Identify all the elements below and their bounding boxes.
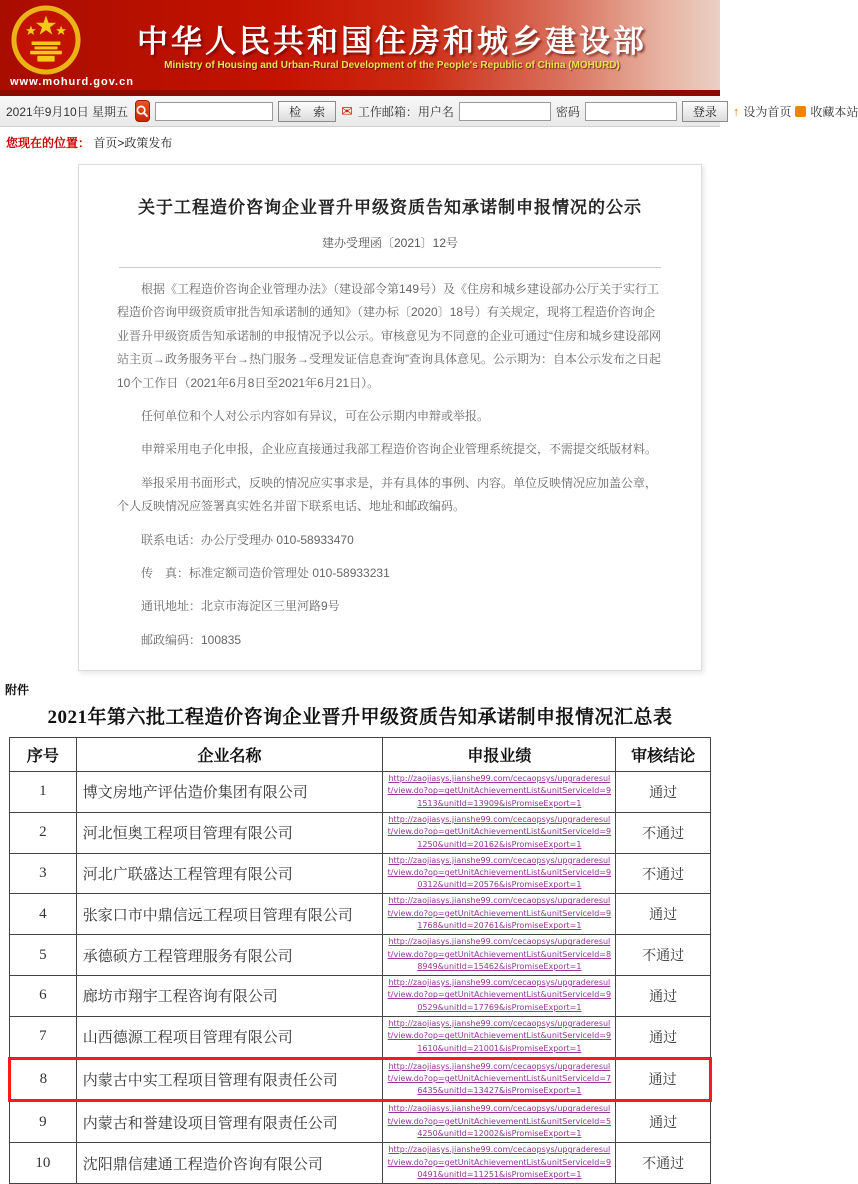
performance-link[interactable]: http://zaojiasys.jianshe99.com/cecaopsys/upgraderesult/view.do?op=getUnitAchievementList&unitServiceId=91610&unitId=21001&isPromiseExport=1 xyxy=(387,1018,612,1053)
favorite-link[interactable]: 收藏本站 xyxy=(810,104,858,119)
header-no: 序号 xyxy=(10,738,77,772)
set-home-icon: ↑ xyxy=(732,103,740,119)
table-header-row xyxy=(10,738,711,772)
paragraph: 根据《工程造价咨询企业管理办法》（建设部令第149号）及《住房和城乡建设部办公厅关于实行工程造价咨询甲级资质审批告知承诺制的通知》（建办标〔2020〕18号）有关规定，现将工程造价咨询企业晋升甲级资质告知承诺制的申报情况予以公示。审核意见为不同意的企业可通过“住房和城乡建设部网站主页→政务服务平台→热门服务→受理发证信息查询”查询具体意见。公示期为：自本公示发布之日起10个工作日（2021年6月8日至2021年6月21日）。 xyxy=(117,282,662,390)
company-name: 张家口市中鼎信远工程项目管理有限公司 xyxy=(76,894,383,935)
table-row xyxy=(10,1143,711,1184)
company-name: 沈阳鼎信建通工程造价咨询有限公司 xyxy=(76,1143,383,1184)
performance-link[interactable]: http://zaojiasys.jianshe99.com/cecaopsys/upgraderesult/view.do?op=getUnitAchievementList&unitServiceId=90312&unitId=20576&isPromiseExport=1 xyxy=(387,855,612,890)
announcement-card xyxy=(78,164,702,671)
performance-cell xyxy=(383,1143,616,1184)
review-result: 通过 xyxy=(616,1101,711,1143)
table-row xyxy=(10,1101,711,1143)
performance-cell xyxy=(383,812,616,853)
row-number: 6 xyxy=(10,975,77,1016)
table-row xyxy=(10,1058,711,1101)
breadcrumb xyxy=(0,127,720,156)
toolbar xyxy=(0,96,858,127)
company-name: 河北恒奥工程项目管理有限公司 xyxy=(76,812,383,853)
password-field[interactable] xyxy=(585,102,677,121)
table-row xyxy=(10,853,711,894)
table-row xyxy=(10,894,711,935)
site-title-english: Ministry of Housing and Urban-Rural Development of the People's Republic of China (MOHURD) xyxy=(164,60,620,71)
site-banner xyxy=(0,0,720,90)
table-row xyxy=(10,812,711,853)
password-label: 密码 xyxy=(555,104,580,119)
row-number: 4 xyxy=(10,894,77,935)
performance-link[interactable]: http://zaojiasys.jianshe99.com/cecaopsys/upgraderesult/view.do?op=getUnitAchievementList&unitServiceId=88949&unitId=15462&isPromiseExport=1 xyxy=(387,937,612,971)
row-number: 5 xyxy=(10,935,77,976)
site-title: 中华人民共和国住房和城乡建设部 xyxy=(137,24,647,59)
header-result: 审核结论 xyxy=(616,738,711,772)
site-url: www.mohurd.gov.cn xyxy=(10,76,134,88)
company-name: 博文房地产评估造价集团有限公司 xyxy=(76,772,383,813)
performance-link[interactable]: http://zaojiasys.jianshe99.com/cecaopsys/upgraderesult/view.do?op=getUnitAchievementList&unitServiceId=90491&unitId=11251&isPromiseExport=1 xyxy=(387,1145,612,1179)
performance-cell xyxy=(383,1101,616,1143)
company-name: 内蒙古和誉建设项目管理有限责任公司 xyxy=(76,1101,383,1143)
performance-link[interactable]: http://zaojiasys.jianshe99.com/cecaopsys/upgraderesult/view.do?op=getUnitAchievementList&unitServiceId=90529&unitId=17769&isPromiseExport=1 xyxy=(387,977,612,1012)
set-home-link[interactable]: 设为首页 xyxy=(743,104,792,119)
company-name: 山西德源工程项目管理有限公司 xyxy=(76,1016,383,1058)
review-result: 不通过 xyxy=(616,812,711,853)
row-number: 10 xyxy=(10,1143,77,1184)
row-number: 2 xyxy=(10,812,77,853)
review-result: 通过 xyxy=(616,894,711,935)
search-input[interactable] xyxy=(155,102,273,121)
login-button[interactable]: 登录 xyxy=(682,101,728,122)
breadcrumb-path[interactable]: 首页>政策发布 xyxy=(93,136,173,150)
company-name: 廊坊市翔宇工程咨询有限公司 xyxy=(76,975,383,1016)
performance-link[interactable]: http://zaojiasys.jianshe99.com/cecaopsys/upgraderesult/view.do?op=getUnitAchievementList&unitServiceId=76435&unitId=13427&isPromiseExport=1 xyxy=(387,1061,612,1096)
paragraph: 举报采用书面形式，反映的情况应实事求是，并有具体的事例、内容。单位反映情况应加盖公章，个人反映情况应签署真实姓名并留下联系电话、地址和邮政编码。 xyxy=(117,475,658,514)
review-result: 不通过 xyxy=(616,935,711,976)
row-number: 8 xyxy=(10,1058,77,1101)
title-divider xyxy=(119,267,661,268)
company-name: 内蒙古中实工程项目管理有限责任公司 xyxy=(76,1058,383,1101)
header-company: 企业名称 xyxy=(76,738,383,772)
review-result: 通过 xyxy=(616,1058,711,1101)
announcement-title: 关于工程造价咨询企业晋升甲级资质告知承诺制申报情况的公示 xyxy=(138,198,642,217)
performance-cell xyxy=(383,772,616,813)
paragraph: 申辩采用电子化申报，企业应直接通过我部工程造价咨询企业管理系统提交，不需提交纸版材料。 xyxy=(141,442,658,457)
date-display: 2021年9月10日 星期五 xyxy=(6,104,129,119)
performance-cell xyxy=(383,1016,616,1058)
performance-link[interactable]: http://zaojiasys.jianshe99.com/cecaopsys/upgraderesult/view.do?op=getUnitAchievementList&unitServiceId=91768&unitId=20761&isPromiseExport=1 xyxy=(387,896,612,931)
table-row xyxy=(10,975,711,1016)
paragraph: 任何单位和个人对公示内容如有异议，可在公示期内申辩或举报。 xyxy=(141,408,490,423)
results-table-body xyxy=(10,772,711,1184)
performance-cell xyxy=(383,853,616,894)
results-table xyxy=(8,737,712,1184)
performance-cell xyxy=(383,1058,616,1101)
attachment-label: 附件 xyxy=(5,683,30,698)
review-result: 不通过 xyxy=(616,1143,711,1184)
favorite-icon xyxy=(795,106,806,117)
performance-cell xyxy=(383,935,616,976)
performance-cell xyxy=(383,894,616,935)
table-row xyxy=(10,1016,711,1058)
contact-fax: 传 真：标准定额司造价管理处 010-58933231 xyxy=(141,565,390,580)
table-row xyxy=(10,935,711,976)
contact-postcode: 邮政编码：100835 xyxy=(141,632,242,647)
company-name: 承德硕方工程管理服务有限公司 xyxy=(76,935,383,976)
review-result: 不通过 xyxy=(616,853,711,894)
table-title: 2021年第六批工程造价咨询企业晋升甲级资质告知承诺制申报情况汇总表 xyxy=(47,707,673,729)
magnifier-icon xyxy=(136,105,149,118)
work-mail-label: 工作邮箱：用户名 xyxy=(357,104,454,119)
company-name: 河北广联盛达工程管理有限公司 xyxy=(76,853,383,894)
performance-link[interactable]: http://zaojiasys.jianshe99.com/cecaopsys/upgraderesult/view.do?op=getUnitAchievementList&unitServiceId=91513&unitId=13909&isPromiseExport=1 xyxy=(387,774,612,808)
breadcrumb-label: 您现在的位置： xyxy=(6,136,91,150)
contact-phone: 联系电话：办公厅受理办 010-58933470 xyxy=(141,532,354,547)
header-performance: 申报业绩 xyxy=(383,738,616,772)
performance-cell xyxy=(383,975,616,1016)
review-result: 通过 xyxy=(616,1016,711,1058)
contact-address: 通讯地址：北京市海淀区三里河路9号 xyxy=(141,599,340,614)
row-number: 3 xyxy=(10,853,77,894)
mail-icon: ✉ xyxy=(341,103,353,119)
national-emblem-icon xyxy=(10,4,82,76)
row-number: 7 xyxy=(10,1016,77,1058)
performance-link[interactable]: http://zaojiasys.jianshe99.com/cecaopsys/upgraderesult/view.do?op=getUnitAchievementList&unitServiceId=91250&unitId=20162&isPromiseExport=1 xyxy=(387,814,612,849)
performance-link[interactable]: http://zaojiasys.jianshe99.com/cecaopsys/upgraderesult/view.do?op=getUnitAchievementList&unitServiceId=54250&unitId=12002&isPromiseExport=1 xyxy=(387,1104,612,1139)
document-number: 建办受理函〔2021〕12号 xyxy=(321,236,459,250)
search-button[interactable]: 检 索 xyxy=(278,101,336,122)
review-result: 通过 xyxy=(616,975,711,1016)
row-number: 1 xyxy=(10,772,77,813)
review-result: 通过 xyxy=(616,772,711,813)
row-number: 9 xyxy=(10,1101,77,1143)
username-field[interactable] xyxy=(459,102,551,121)
search-icon-button[interactable] xyxy=(135,100,150,122)
announcement-body xyxy=(117,278,663,652)
table-row xyxy=(10,772,711,813)
